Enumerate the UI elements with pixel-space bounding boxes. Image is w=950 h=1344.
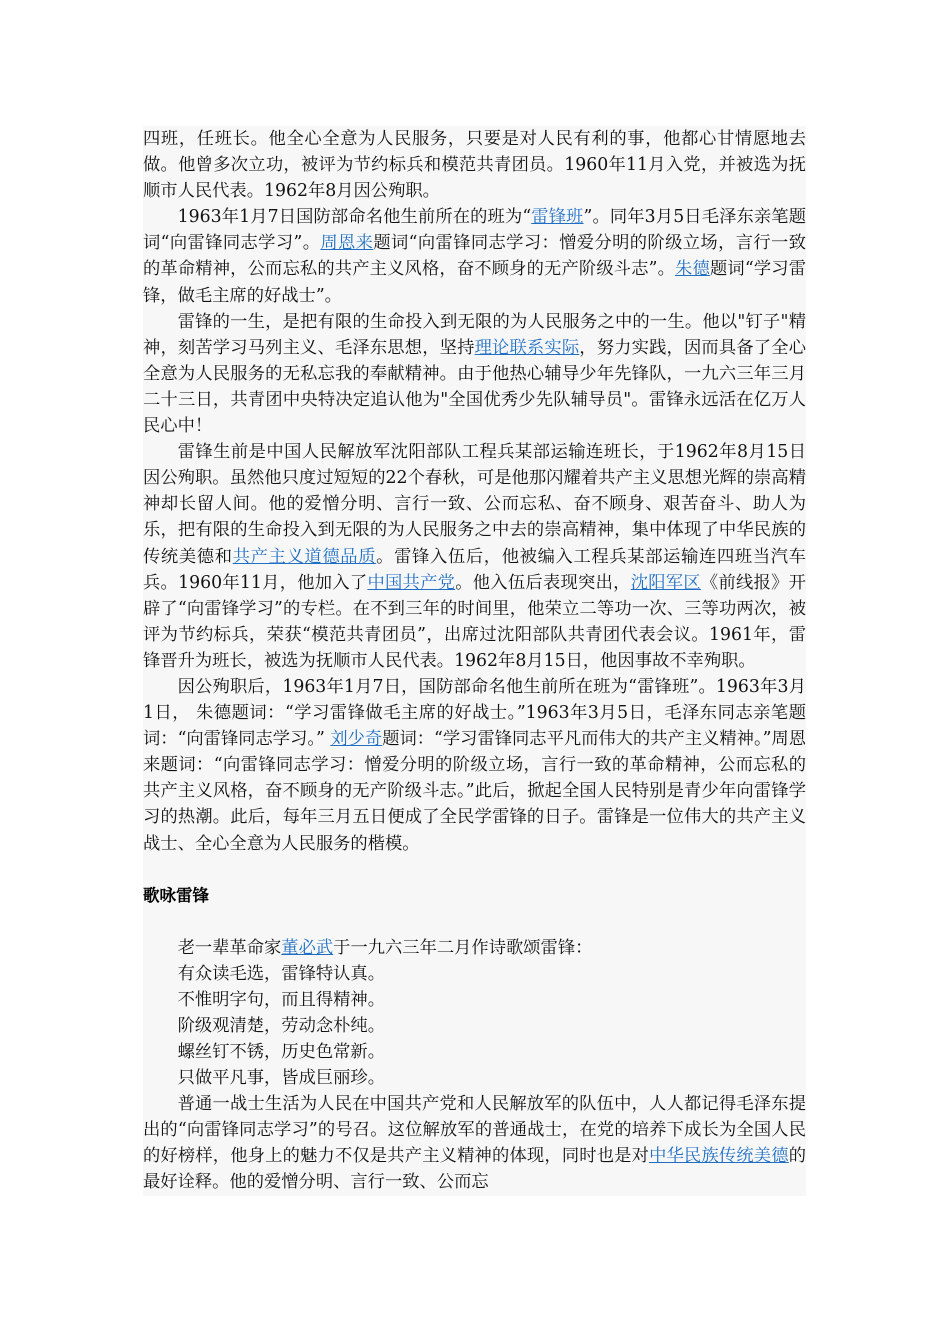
section-heading: 歌咏雷锋	[143, 885, 209, 905]
text-span: 于一九六三年二月作诗歌颂雷锋：	[333, 937, 593, 958]
paragraph-5	[143, 674, 806, 857]
text-span: 《前线报》开辟了“向雷锋学习”的专栏。在不到三年的时间里，他荣立二等功一次、三等功两次，被评为节约标兵，荣获“模范共青团员”，出席过沈阳部队共青团代表会议。1961年，雷锋晋升为班长，被选为抚顺市人民代表。1962年8月15日，他因事故不幸殉职。	[143, 572, 806, 671]
text-span: 雷锋生前是中国人民解放军沈阳部队工程兵某部运输连班长，于1962年8月15日因公殉职。虽然他只度过短短的22个春秋，可是他那闪耀着共产主义思想光辉的崇高精神却长留人间。他的爱憎分明、言行一致、公而忘私、奋不顾身、艰苦奋斗、助人为乐，把有限的生命投入到无限的为人民服务之中去的崇高精神，集中体现了中华民族的传统美德和	[143, 442, 806, 567]
link-zhou-enlai[interactable]: 周恩来	[320, 233, 374, 254]
link-theory-practice[interactable]: 理论联系实际	[474, 337, 580, 358]
poem-line: 螺丝钉不锈，历史色常新。	[177, 1042, 385, 1062]
link-chinese-traditional-virtues[interactable]: 中华民族传统美德	[649, 1146, 789, 1167]
paragraph-1	[143, 126, 806, 204]
text-span: 。雷锋入伍后，他被编入工程兵某部运输连四班当汽车兵。1960年11月，他加入了	[143, 546, 806, 593]
text-span: 的最好诠释。他的爱憎分明、言行一致、公而忘	[143, 1146, 806, 1193]
text-span: 题词“学习雷锋，做毛主席的好战士”。	[143, 259, 806, 306]
text-span: 老一辈革命家	[177, 937, 282, 958]
poem-line: 只做平凡事，皆成巨丽珍。	[177, 1068, 385, 1089]
link-liu-shaoqi[interactable]: 刘少奇	[330, 729, 383, 750]
text-span: 四班，任班长。他全心全意为人民服务，只要是对人民有利的事，他都心甘情愿地去做。他曾多次立功，被评为节约标兵和模范共青团员。1960年11月入党，并被选为抚顺市人民代表。1962年8月因公殉职。	[143, 129, 806, 202]
text-span: ”。同年3月5日毛泽东亲笔题词“向雷锋同志学习”。	[143, 207, 806, 254]
link-shenyang-military-region[interactable]: 沈阳军区	[630, 572, 701, 593]
poem-line: 阶级观清楚，劳动念朴纯。	[177, 1015, 385, 1036]
paragraph-3	[143, 309, 806, 439]
link-cpc[interactable]: 中国共产党	[367, 572, 456, 593]
paragraph-6	[143, 1091, 806, 1195]
link-zhu-de[interactable]: 朱德	[675, 259, 710, 280]
text-span: 雷锋的一生，是把有限的生命投入到无限的为人民服务之中的一生。他以"钉子"精神，刻苦学习马列主义、毛泽东思想，坚持	[143, 311, 806, 358]
link-leifeng-squad[interactable]: 雷锋班	[531, 207, 584, 228]
text-span: 普通一战士生活为人民在中国共产党和人民解放军的队伍中，人人都记得毛泽东提出的“向雷锋同志学习”的号召。这位解放军的普通战士，在党的培养下成长为全国人民的好榜样，他身上的魅力不仅是共产主义精神的体现，同时也是对	[143, 1094, 806, 1167]
text-span: 因公殉职后，1963年1月7日，国防部命名他生前所在班为“雷锋班”。1963年3月1日， 朱德题词：“学习雷锋做毛主席的好战士。”1963年3月5日，毛泽东同志亲笔题词：“向雷锋同志学习。”	[143, 676, 806, 750]
text-span: 1963年1月7日国防部命名他生前所在的班为“	[177, 207, 532, 228]
text-span: 题词：“学习雷锋同志平凡而伟大的共产主义精神。”周恩来题词：“向雷锋同志学习：憎爱分明的阶级立场，言行一致的革命精神，公而忘私的共产主义风格，奋不顾身的无产阶级斗志。”此后，掀起全国人民特别是青少年向雷锋学习的热潮。此后，每年三月五日便成了全民学雷锋的日子。雷锋是一位伟大的共产主义战士、全心全意为人民服务的楷模。	[143, 729, 806, 854]
link-dong-biwu[interactable]: 董必武	[281, 937, 334, 958]
paragraph-2	[143, 204, 806, 308]
poem-line: 有众读毛选，雷锋特认真。	[177, 963, 385, 984]
article-body	[143, 126, 806, 1196]
poem-line: 不惟明字句，而且得精神。	[177, 989, 385, 1010]
text-span: ，努力实践，因而具备了全心全意为人民服务的无私忘我的奉献精神。由于他热心辅导少年先锋队，一九六三年三月二十三日，共青团中央特决定追认他为"全国优秀少先队辅导员"。雷锋永远活在亿万人民心中！	[143, 337, 806, 437]
paragraph-4	[143, 439, 806, 674]
link-communist-morality[interactable]: 共产主义道德品质	[232, 546, 377, 567]
text-span: 。他入伍后表现突出，	[455, 572, 631, 593]
poem-intro	[143, 935, 806, 961]
text-span: 题词“向雷锋同志学习：憎爱分明的阶级立场，言行一致的革命精神，公而忘私的共产主义风格，奋不顾身的无产阶级斗志”。	[143, 233, 806, 280]
